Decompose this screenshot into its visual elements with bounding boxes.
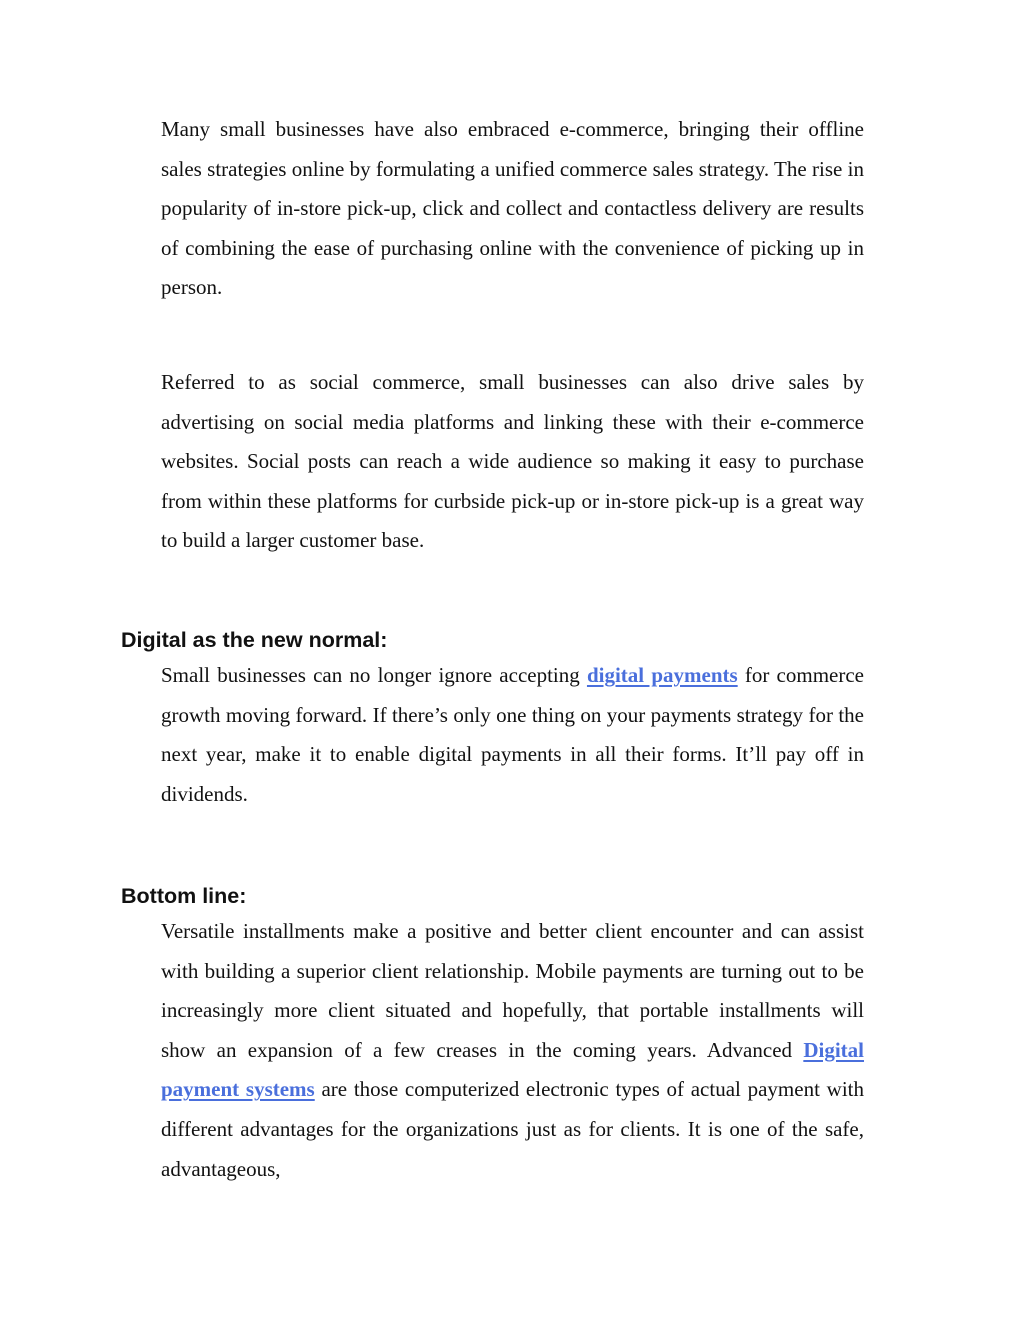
heading-bottom-line: Bottom line:	[121, 884, 247, 908]
paragraph-digital-payments	[161, 656, 864, 814]
paragraph-social-commerce: Referred to as social commerce, small businesses can also drive sales by advertising on social media platforms and linking these with their e-commerce websites. Social posts can reach a wide audience so making it easy to purchase from within these platforms for curbside pick-up or in-store pick-up is a great way to build a larger customer base.	[161, 370, 864, 553]
heading-digital-new-normal: Digital as the new normal:	[121, 628, 388, 652]
paragraph-text-after-link: are those computerized electronic types of actual payment with different advantages for the organizations just as for clients. It is one of the safe, advantageous,	[161, 1077, 864, 1181]
paragraph-text-before-link: Small businesses can no longer ignore accepting	[161, 663, 587, 687]
paragraph-ecommerce: Many small businesses have also embraced e-commerce, bringing their offline sales strategies online by formulating a unified commerce sales strategy. The rise in popularity of in-store pick-up, click and collect and contactless delivery are results of combining the ease of purchasing online with the convenience of picking up in person.	[161, 117, 864, 300]
paragraph-text-before-link: Versatile installments make a positive and better client encounter and can assist with building a superior client relationship. Mobile payments are turning out to be increasingly more client situated and hopefully, that portable installments will show an expansion of a few creases in the coming years. Advanced	[161, 919, 864, 1062]
digital-payments-link[interactable]: digital payments	[586, 663, 738, 687]
paragraph-text-after-link: for commerce growth moving forward. If there’s only one thing on your payments strategy for the next year, make it to enable digital payments in all their forms. It’ll pay off in dividends.	[161, 663, 865, 806]
paragraph-bottom-line	[161, 912, 864, 1189]
digital-payment-systems-link[interactable]: Digital payment systems	[161, 1037, 864, 1102]
